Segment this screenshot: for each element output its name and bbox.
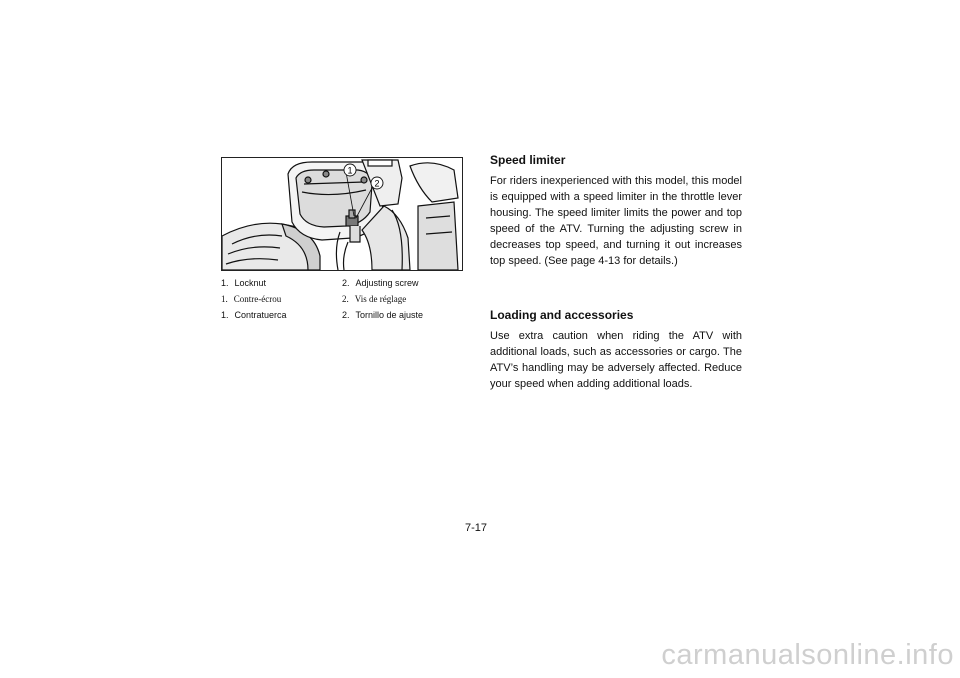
caption-number: 1. [221, 294, 228, 304]
section-heading: Loading and accessories [490, 308, 634, 322]
svg-text:2: 2 [374, 178, 380, 189]
throttle-housing-drawing [222, 158, 462, 270]
caption-tornillo-de-ajuste: Tornillo de ajuste [355, 310, 424, 320]
section-loading-accessories [490, 307, 742, 392]
text-column [490, 152, 742, 392]
callout-1 [344, 164, 356, 176]
svg-text:1: 1 [347, 165, 353, 176]
section-heading: Speed limiter [490, 153, 566, 167]
caption-row-english [221, 275, 471, 291]
caption-number: 2. [342, 294, 349, 304]
figure-captions [221, 275, 471, 323]
caption-vis-de-reglage: Vis de réglage [354, 294, 407, 304]
section-speed-limiter [490, 152, 742, 269]
section-body: For riders inexperienced with this model, this model is equipped with a speed limiter in the throttle lever housing. The speed limiter limits the power and top speed of the ATV. Turning the adjusting screw in decreases top speed, and turning it out increases top speed. (See page 4-13 for details.) [490, 175, 742, 267]
caption-number: 2. [342, 310, 350, 320]
throttle-housing-illustration [221, 157, 463, 271]
section-body: Use extra caution when riding the ATV with additional loads, such as accessories or cargo. The ATV’s handling may be adversely affected. Reduce your speed when adding additional loads. [490, 330, 742, 390]
caption-number: 1. [221, 310, 229, 320]
caption-adjusting-screw: Adjusting screw [355, 278, 419, 288]
page-number: 7-17 [465, 522, 488, 534]
caption-contratuerca: Contratuerca [234, 310, 287, 320]
caption-number: 2. [342, 278, 350, 288]
caption-number: 1. [221, 278, 229, 288]
caption-contre-ecrou: Contre-écrou [233, 294, 282, 304]
watermark: carmanualsonline.info [661, 639, 954, 671]
caption-row-spanish [221, 307, 471, 323]
caption-row-french [221, 291, 471, 307]
caption-locknut: Locknut [234, 278, 267, 288]
callout-2 [371, 177, 383, 189]
